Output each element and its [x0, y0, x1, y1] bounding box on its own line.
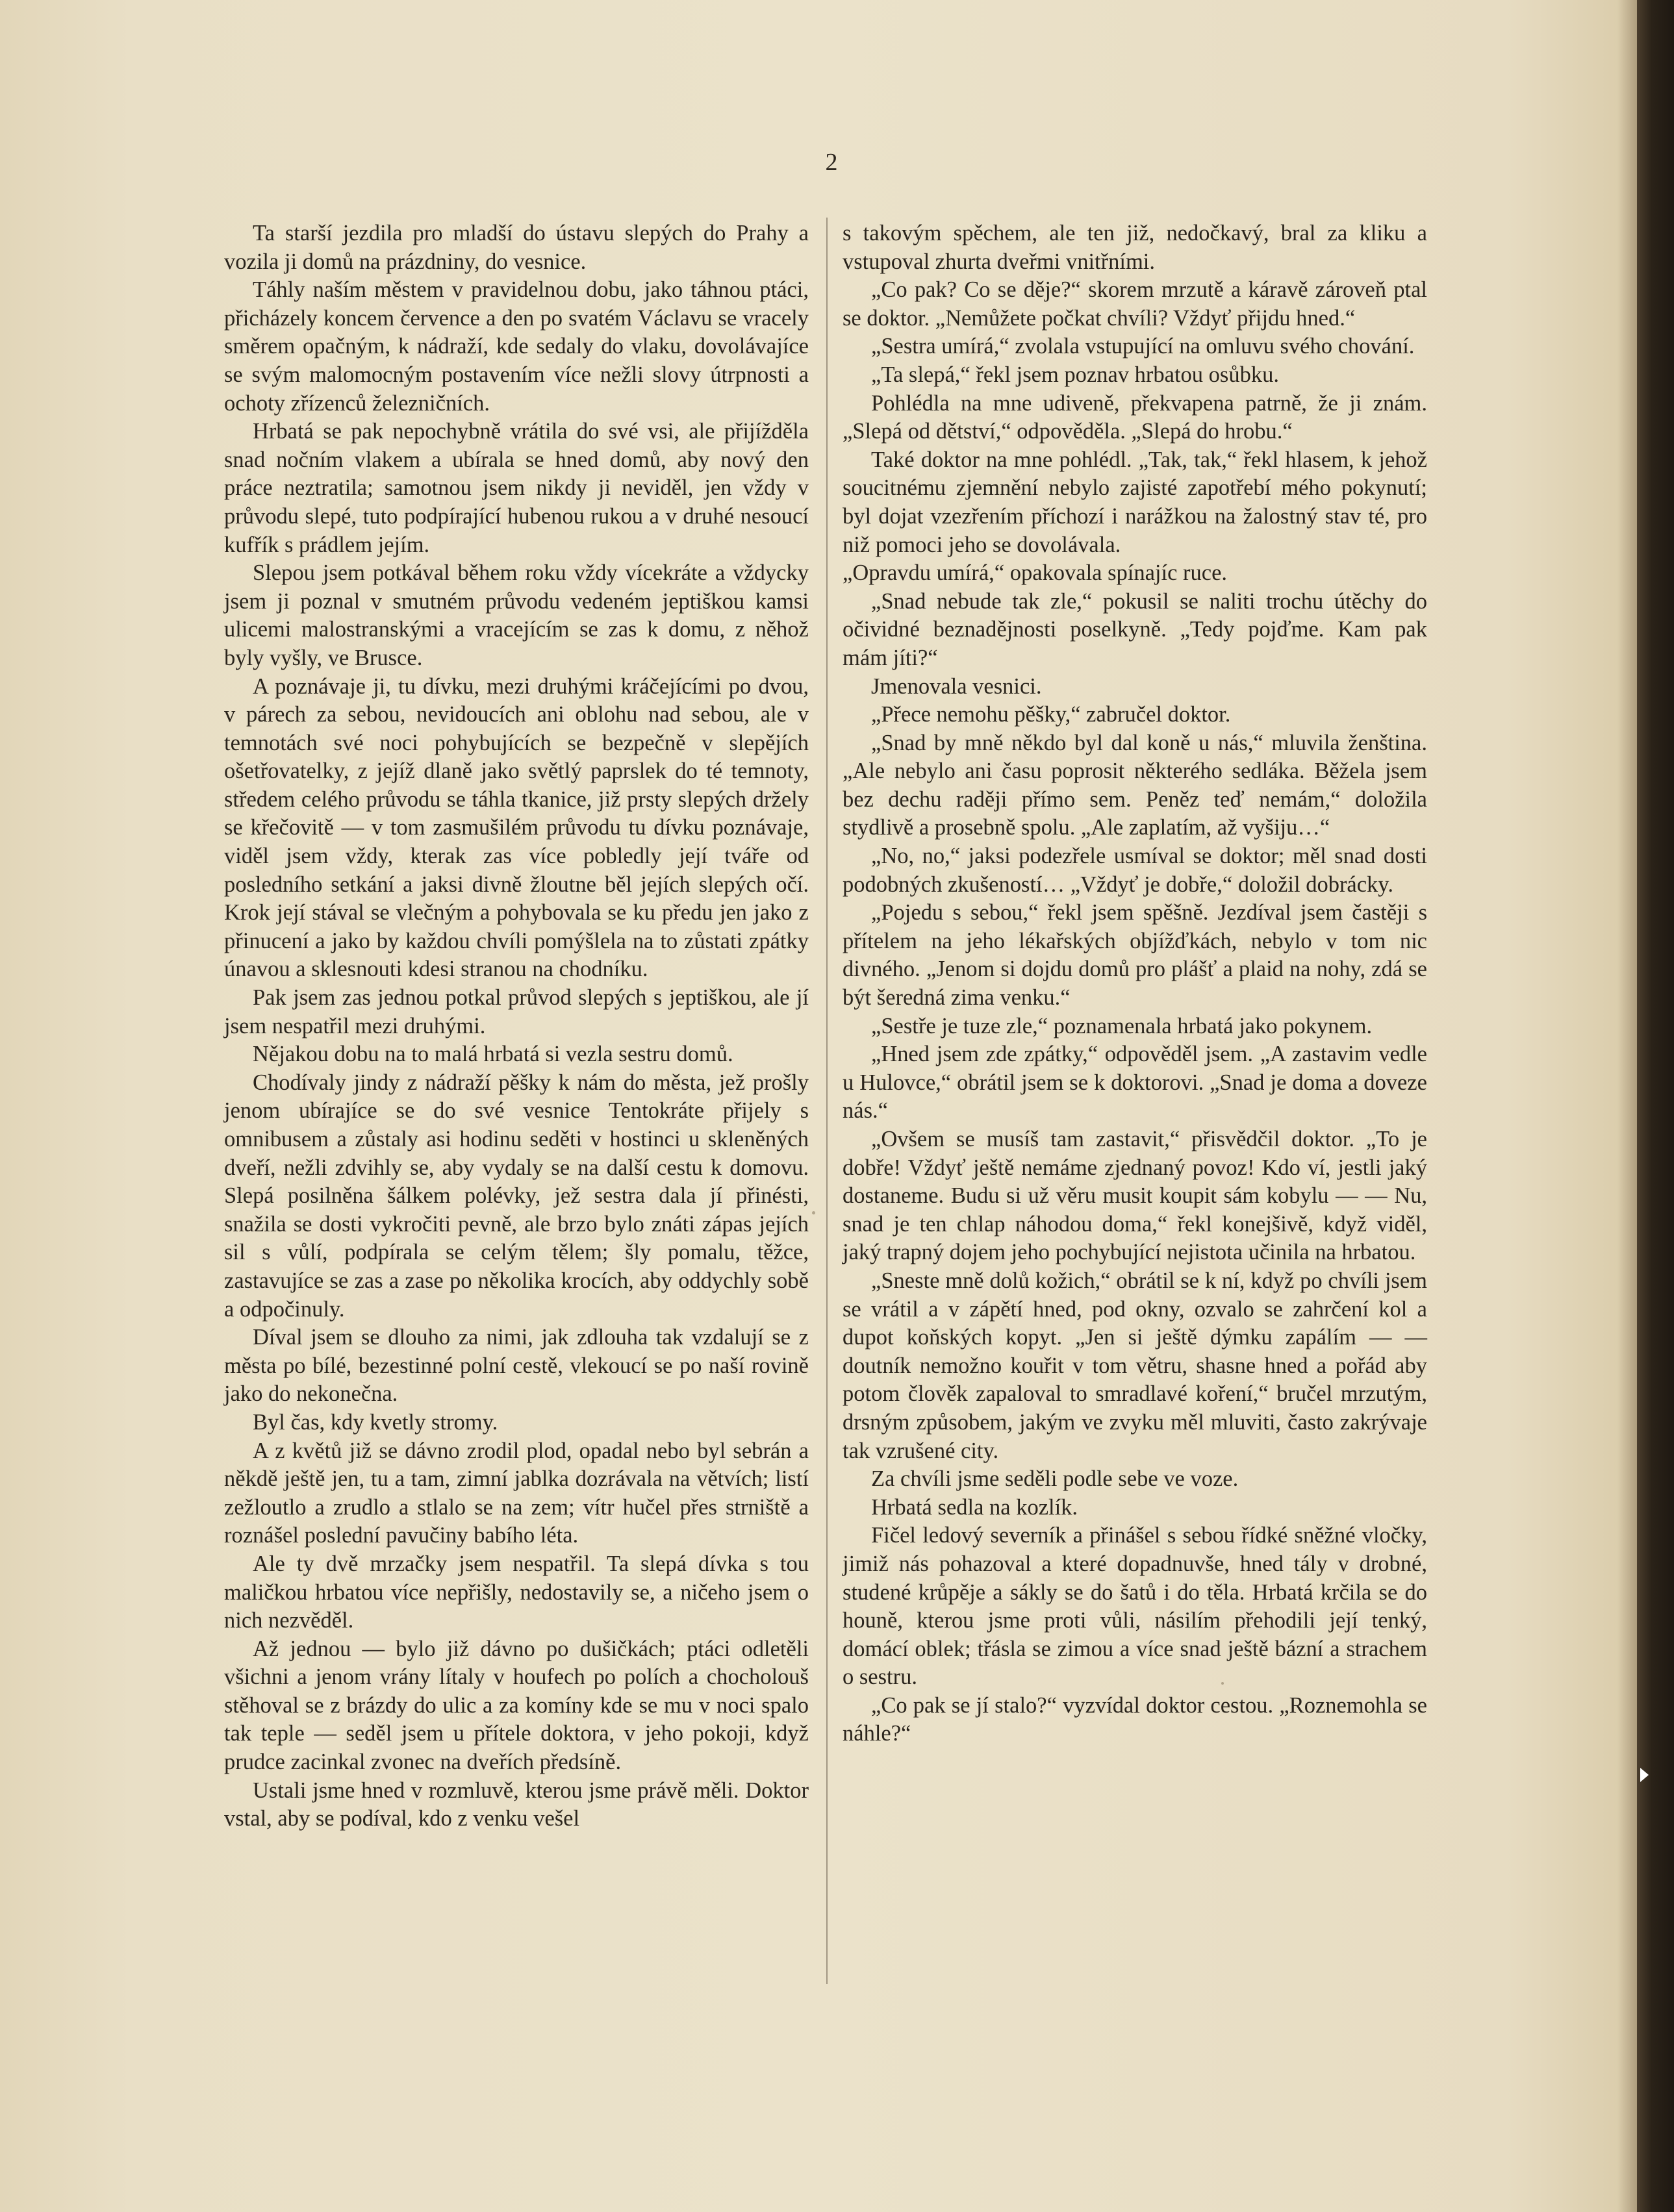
paragraph: „Co pak? Co se děje?“ skorem mrzutě a káravě zároveň ptal se doktor. „Nemůžete počkat chvíli? Vždyť přijdu hned.“ [843, 277, 1427, 331]
column-divider [826, 218, 828, 1984]
paragraph: s takovým spěchem, ale ten již, nedočkavý, bral za kliku a vstupoval zhurta dveřmi vnitřními. [843, 221, 1427, 274]
paragraph: „Snad nebude tak zle,“ pokusil se naliti trochu útěchy do očividné beznadějnosti poselkyně. „Tedy pojďme. Kam pak mám jíti?“ [843, 588, 1427, 670]
paragraph: Ustali jsme hned v rozmluvě, kterou jsme právě měli. Doktor vstal, aby se podíval, kdo z venku vešel [224, 1778, 809, 1831]
paragraph: „Ta slepá,“ řekl jsem poznav hrbatou osůbku. [871, 362, 1279, 387]
paragraph: Za chvíli jsme seděli podle sebe ve voze. [871, 1466, 1239, 1492]
paragraph: Pak jsem zas jednou potkal průvod slepých s jeptiškou, ale jí jsem nespatřil mezi druhými. [224, 985, 809, 1038]
paragraph: Pohlédla na mne udiveně, překvapena patrně, že ji znám. „Slepá od dětství,“ odpověděla. „Slepá do hrobu.“ [843, 390, 1427, 444]
paragraph: Díval jsem se dlouho za nimi, jak zdlouha tak vzdalují se z města po bílé, bezestinné polní cestě, vlekoucí se po naší rovině jako do nekonečna. [224, 1325, 809, 1407]
paragraph: „Přece nemohu pěšky,“ zabručel doktor. [871, 702, 1231, 727]
paragraph: „Pojedu s sebou,“ řekl jsem spěšně. Jezdíval jsem častěji s přítelem na jeho lékařských objížďkách, nebylo v tom nic divného. „Jenom si dojdu domů pro plášť a plaid na nohy, zdá se být šeredná zima venku.“ [843, 900, 1427, 1011]
paragraph: Fičel ledový severník a přinášel s sebou řídké sněžné vločky, jimiž nás pohazoval a které dopadnuvše, hned tály v drobné, studené krůpěje a sákly se do šatů i do těla. Hrbatá krčila se do houně, kterou jsme proti vůli, násilím přehodili její tenký, domácí oblek; třásla se zimou a více snad ještě bázní a strachem o sestru. [843, 1523, 1427, 1690]
paragraph: „Hned jsem zde zpátky,“ odpověděl jsem. „A zastavim vedle u Hulovce,“ obrátil jsem se k doktorovi. „Snad je doma a doveze nás.“ [843, 1042, 1427, 1124]
paragraph: Ta starší jezdila pro mladší do ústavu slepých do Prahy a vozila ji domů na prázdniny, do vesnice. [224, 221, 809, 274]
paragraph: „Sestra umírá,“ zvolala vstupující na omluvu svého chování. [871, 334, 1415, 359]
paragraph: „Sestře je tuze zle,“ poznamenala hrbatá jako pokynem. [871, 1013, 1373, 1038]
page-number: 2 [825, 149, 838, 176]
paragraph: Táhly naším městem v pravidelnou dobu, jako táhnou ptáci, přicházely koncem července a den po svatém Václavu se vracely směrem opačným, k nádraží, kde sedaly do vlaku, dovolávajíce se svým malomocným postavením více nežli slovy útrpnosti a ochoty zřízenců železničních. [224, 277, 809, 416]
paragraph: Jmenovala vesnici. [871, 673, 1042, 699]
paragraph: Chodívaly jindy z nádraží pěšky k nám do města, jež prošly jenom ubírajíce se do své vesnice Tentokráte přijely s omnibusem a zůstaly asi hodinu seděti v hostinci u skleněných dveří, nežli zdvihly se, aby vydaly se na další cestu k domovu. Slepá posilněna šálkem polévky, jež sestra dala jí přinésti, snažila se dosti vykročiti pevně, ale brzo bylo znáti zápas jejích sil s vůlí, podpírala se celým tělem; šly pomalu, těžce, zastavujíce se zas a zase po několika krocích, aby oddychly sobě a odpočinuly. [224, 1070, 809, 1322]
margin-arrow-mark [1640, 1768, 1649, 1782]
scanner-dark-edge [1637, 0, 1674, 2212]
right-column [843, 220, 1427, 1748]
paragraph: „Co pak se jí stalo?“ vyzvídal doktor cestou. „Roznemohla se náhle?“ [843, 1692, 1427, 1746]
paragraph: A poznávaje ji, tu dívku, mezi druhými kráčejícími po dvou, v párech za sebou, nevidoucích ani oblohu nad sebou, ale v temnotách své noci pohybujících se bezpečně v slepějích ošetřovatelky, z jejíž dlaně jako světlý paprslek do té temnoty, středem celého průvodu se táhla tkanice, již prsty slepých držely se křečovitě — v tom zasmušilém průvodu tu dívku poznávaje, viděl jsem vždy, kterak zas více pobledly její tváře od posledního setkání a jaksi divně žloutne běl jejích slepých očí. Krok její stával se vlečným a pohybovala se ku předu jen jako z přinucení a jako by každou chvíli pomýšlela na to zůstati zpátky únavou a sklesnouti kdesi stranou na chodníku. [224, 673, 809, 982]
paragraph: Byl čas, kdy kvetly stromy. [253, 1409, 498, 1435]
paragraph: „Snad by mně někdo byl dal koně u nás,“ mluvila ženština. „Ale nebylo ani času poprosit některého sedláka. Běžela jsem bez dechu raději přímo sem. Peněz teď nemám,“ doložila stydlivě a prosebně spolu. „Ale zaplatím, až vyšiju…“ [843, 730, 1427, 840]
paragraph: „Opravdu umírá,“ opakovala spínajíc ruce. [843, 560, 1228, 586]
paragraph: Nějakou dobu na to malá hrbatá si vezla sestru domů. [253, 1042, 733, 1067]
paragraph: Hrbatá se pak nepochybně vrátila do své vsi, ale přijížděla snad nočním vlakem a ubírala se hned domů, aby nový den práce neztratila; samotnou jsem nikdy ji neviděl, jen vždy v průvodu slepé, tuto podpírající hubenou rukou a v druhé nesoucí kufřík s prádlem jejím. [224, 419, 809, 557]
paragraph: „Sneste mně dolů kožich,“ obrátil se k ní, když po chvíli jsem se vrátil a v zápětí hned, pod okny, ozvalo se zahrčení kol a dupot koňských kopyt. „Jen si ještě dýmku zapálím — — doutník nemožno kouřit v tom větru, shasne hned a pořád aby potom člověk zapaloval to smradlavé koření,“ bručel mrzutým, drsným způsobem, jakým ve zvyku měl mluviti, často zakrývaje tak vzrušené city. [843, 1268, 1427, 1463]
left-column [224, 220, 809, 1833]
page-edge-shadow [1617, 0, 1640, 2212]
paragraph: „Ovšem se musíš tam zastavit,“ přisvědčil doktor. „To je dobře! Vždyť ještě nemáme zjednaný povoz! Kdo ví, jestli jaký dostaneme. Budu si už věru musit koupit sám kobylu — — Nu, snad je ten chlap náhodou doma,“ řekl konejšivě, když viděl, jaký trapný dojem jeho pochybující nejistota učinila na hrbatou. [843, 1127, 1427, 1265]
paper-speck [812, 1211, 815, 1214]
paragraph: „No, no,“ jaksi podezřele usmíval se doktor; měl snad dosti podobných zkušeností… „Vždyť je dobře,“ doložil dobrácky. [843, 844, 1427, 897]
paragraph: Také doktor na mne pohlédl. „Tak, tak,“ řekl hlasem, k jehož soucitnému zjemnění nebylo zajisté zapotřebí mého pokynutí; byl dojat vzezřením příchozí i narážkou na žalostný stav té, pro niž pomoci jeho se dovolávala. [843, 447, 1427, 557]
paragraph: Slepou jsem potkával během roku vždy vícekráte a vždycky jsem ji poznal v smutném průvodu vedeném jeptiškou kamsi ulicemi malostranskými a vracejícím se zas k domu, z něhož byly vyšly, ve Brusce. [224, 560, 809, 670]
paragraph: A z květů již se dávno zrodil plod, opadal nebo byl sebrán a někdě ještě jen, tu a tam, zimní jablka dozrávala na větvích; listí zežloutlo a zrudlo a stlalo se na zem; vítr hučel přes strniště a roznášel poslední pavučiny babího léta. [224, 1438, 809, 1548]
paragraph: Až jednou — bylo již dávno po dušičkách; ptáci odletěli všichni a jenom vrány lítaly v houfech po polích a chocholouš stěhoval se z brázdy do ulic a za komíny kde se mu v noci spalo tak teple — seděl jsem u přítele doktora, v jeho pokoji, když prudce zacinkal zvonec na dveřích předsíně. [224, 1636, 809, 1775]
paragraph: Hrbatá sedla na kozlík. [871, 1494, 1078, 1520]
paragraph: Ale ty dvě mrzačky jsem nespatřil. Ta slepá dívka s tou maličkou hrbatou více nepřišly, nedostavily se, a ničeho jsem o nich nezvěděl. [224, 1551, 809, 1633]
